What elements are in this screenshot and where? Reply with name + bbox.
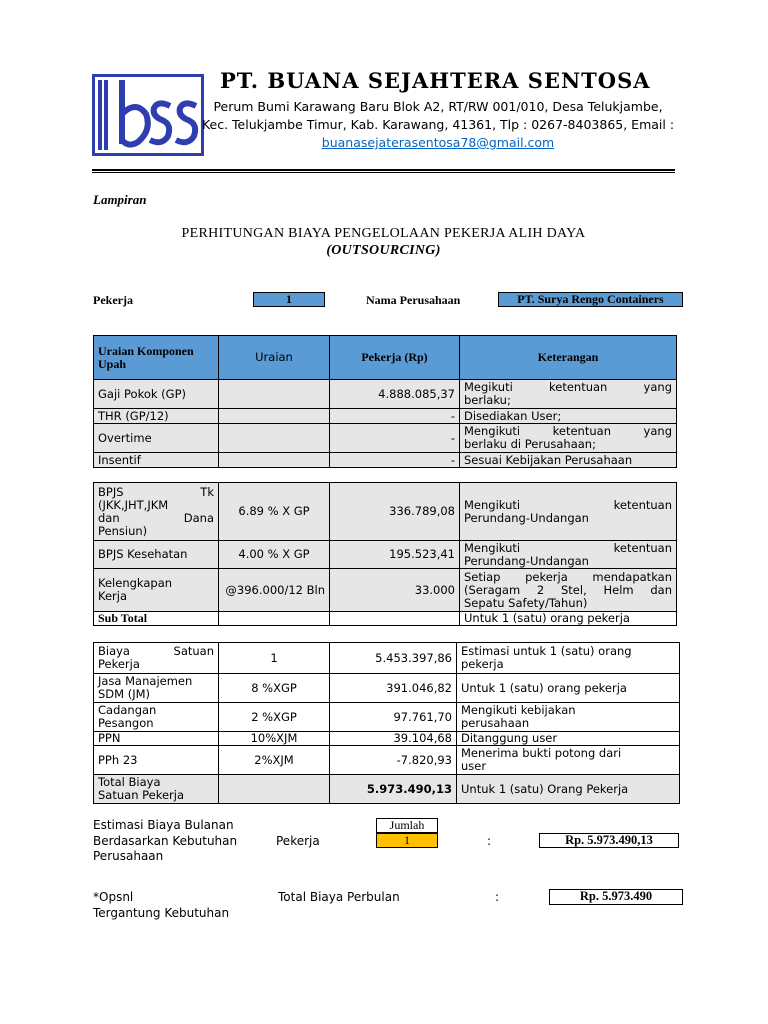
opsi-line-1: *Opsnl: [93, 890, 134, 904]
jumlah-value: 1: [376, 833, 438, 848]
company-name: PT. BUANA SEJAHTERA SENTOSA: [220, 68, 651, 93]
company-logo: [92, 74, 204, 156]
table-row: Overtime - Mengikuti ketentuan yang berlaku di Perusahaan;: [94, 424, 677, 453]
total-row: Total Biaya Satuan Pekerja 5.973.490,13 Untuk 1 (satu) Orang Pekerja: [94, 775, 680, 804]
email-link[interactable]: buanasejaterasentosa78@gmail.com: [321, 135, 555, 150]
table-row: THR (GP/12) - Disediakan User;: [94, 409, 677, 424]
table-row: Jasa Manajemen SDM (JM) 8 %XGP 391.046,82 Untuk 1 (satu) orang pekerja: [94, 674, 680, 703]
opsi-colon: :: [495, 890, 500, 904]
address-line-1: Perum Bumi Karawang Baru Blok A2, RT/RW 001/010, Desa Telukjambe,: [213, 99, 663, 114]
address-line-2: Kec. Telukjambe Timur, Kab. Karawang, 41361, Tlp : 0267-8403865, Email :: [201, 117, 675, 132]
header-divider-thin: [92, 172, 675, 173]
estimasi-line-1: Estimasi Biaya Bulanan: [93, 818, 234, 832]
document-subtitle: (OUTSOURCING): [326, 243, 441, 258]
table-row: PPN 10%XJM 39.104,68 Ditanggung user: [94, 732, 680, 746]
total-perbulan-label: Total Biaya Perbulan: [278, 890, 400, 904]
table-row: Biaya Satuan Pekerja 1 5.453.397,86 Estimasi untuk 1 (satu) orang pekerja: [94, 643, 680, 674]
estimasi-line-3: Perusahaan: [93, 849, 164, 863]
perusahaan-name: PT. Surya Rengo Containers: [498, 292, 683, 307]
header-pekerja: Pekerja (Rp): [330, 336, 460, 380]
biaya-satuan-table: [93, 642, 680, 804]
subtotal-row: Sub Total Untuk 1 (satu) orang pekerja: [94, 612, 677, 626]
table-row: Gaji Pokok (GP) 4.888.085,37 Megikuti ketentuan yang berlaku;: [94, 380, 677, 409]
header-divider: [92, 169, 675, 171]
estimasi-pekerja-label: Pekerja: [276, 834, 320, 848]
estimasi-value: Rp. 5.973.490,13: [539, 833, 679, 848]
header-komponen: Uraian Komponen Upah: [94, 336, 219, 380]
opsi-line-2: Tergantung Kebutuhan: [93, 906, 230, 920]
bpjs-table: [93, 482, 677, 626]
jumlah-label: Jumlah: [376, 818, 438, 833]
table-row: Cadangan Pesangon 2 %XGP 97.761,70 Mengikuti kebijakan perusahaan: [94, 703, 680, 732]
total-perbulan-value: Rp. 5.973.490: [549, 889, 683, 905]
table-row: Kelengkapan Kerja @396.000/12 Bln 33.000 Setiap pekerja mendapatkan (Seragam 2 Stel, Helm dan Sepatu Safety/Tahun): [94, 569, 677, 612]
table-row: Insentif - Sesuai Kebijakan Perusahaan: [94, 453, 677, 468]
pekerja-label: Pekerja: [93, 293, 133, 307]
lampiran-label: Lampiran: [93, 192, 147, 207]
header-keterangan: Keterangan: [460, 336, 677, 380]
document-title: PERHITUNGAN BIAYA PENGELOLAAN PEKERJA ALIH DAYA: [181, 226, 586, 241]
table-row: BPJS Kesehatan 4.00 % X GP 195.523,41 Mengikuti ketentuan Perundang-Undangan: [94, 541, 677, 569]
perusahaan-label: Nama Perusahaan: [366, 293, 461, 307]
estimasi-colon: :: [487, 834, 492, 848]
table-row: BPJS Tk (JKK,JHT,JKM dan Dana Pensiun) 6.89 % X GP 336.789,08 Mengikuti ketentuan Perundang-Undangan: [94, 483, 677, 541]
table-header-row: [94, 336, 677, 380]
estimasi-line-2: Berdasarkan Kebutuhan: [93, 834, 238, 848]
pekerja-count: 1: [253, 292, 325, 307]
header-uraian: Uraian: [219, 336, 330, 380]
komponen-upah-table: [93, 335, 677, 468]
table-row: PPh 23 2%XJM -7.820,93 Menerima bukti potong dari user: [94, 746, 680, 775]
